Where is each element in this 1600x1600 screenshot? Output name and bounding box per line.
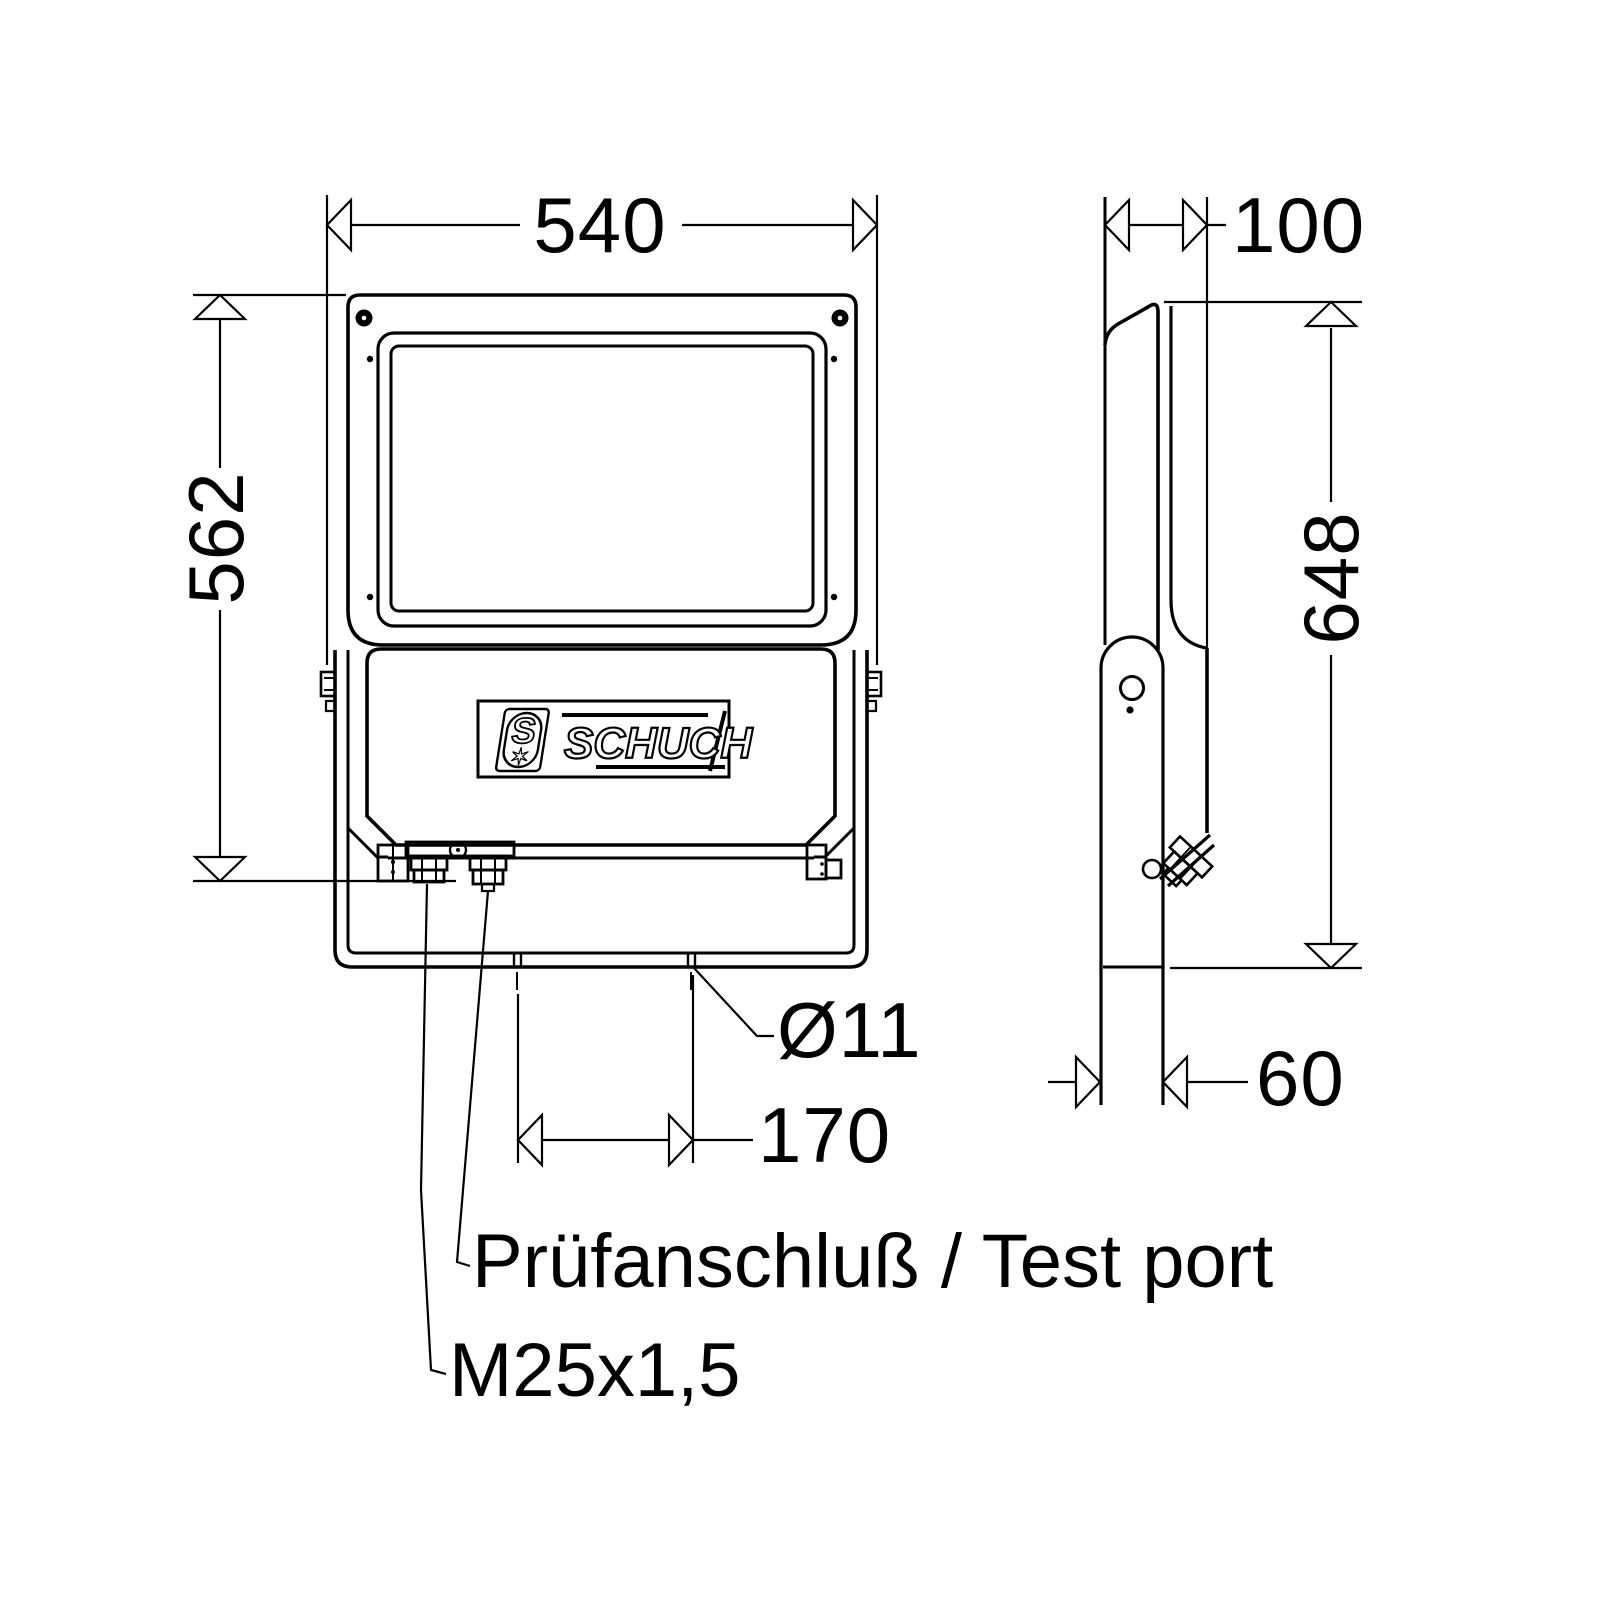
dimension-100	[1105, 197, 1226, 648]
test-port-label: Prüfanschluß / Test port	[472, 1219, 1274, 1304]
front-view-lamp-head	[348, 295, 856, 645]
side-top-edge	[1105, 304, 1158, 650]
trunnion-bolt-right	[867, 672, 881, 711]
cable-gland-label: M25x1,5	[449, 1328, 741, 1413]
glass-frame	[378, 333, 826, 626]
leader-cable-gland	[421, 884, 446, 1374]
mounting-slot-right	[688, 953, 695, 967]
badge-star-icon: ✶	[507, 744, 532, 771]
badge-letter: S	[508, 710, 540, 751]
pin-hole-icon	[831, 594, 837, 600]
dim-170-label: 170	[758, 1091, 892, 1179]
dim-60-label: 60	[1256, 1034, 1345, 1122]
trunnion-bolt-left	[321, 672, 335, 711]
pin-hole-icon	[831, 356, 837, 362]
latch	[807, 845, 841, 879]
test-port-nipple	[482, 884, 494, 891]
dim-100-label: 100	[1232, 181, 1366, 269]
side-head-back	[1171, 306, 1206, 648]
pin-hole-icon	[367, 356, 373, 362]
test-port-gland	[470, 856, 506, 891]
leader-hole-diameter	[694, 968, 774, 1036]
side-hinge-pin-icon	[1143, 860, 1161, 878]
dimension-60	[1048, 1057, 1248, 1107]
dim-562-label: 562	[172, 471, 260, 605]
cable-gland-m25	[406, 842, 514, 882]
dim-648-label: 648	[1287, 511, 1375, 645]
side-bracket-plate	[1101, 637, 1163, 1105]
dim-hole-diameter-label: Ø11	[777, 986, 922, 1074]
leader-test-port	[457, 891, 488, 1266]
glass-pane	[391, 346, 813, 611]
schuch-badge	[496, 709, 550, 771]
brand-logo-text: SCHUCH	[564, 719, 753, 768]
dimension-170	[518, 975, 753, 1165]
front-view	[321, 295, 881, 990]
bracket-lug	[378, 845, 408, 881]
schuch-logo-plate	[478, 701, 753, 777]
mounting-slot-left	[514, 953, 521, 967]
pin-hole-icon	[367, 594, 373, 600]
dim-540-label: 540	[533, 181, 667, 269]
